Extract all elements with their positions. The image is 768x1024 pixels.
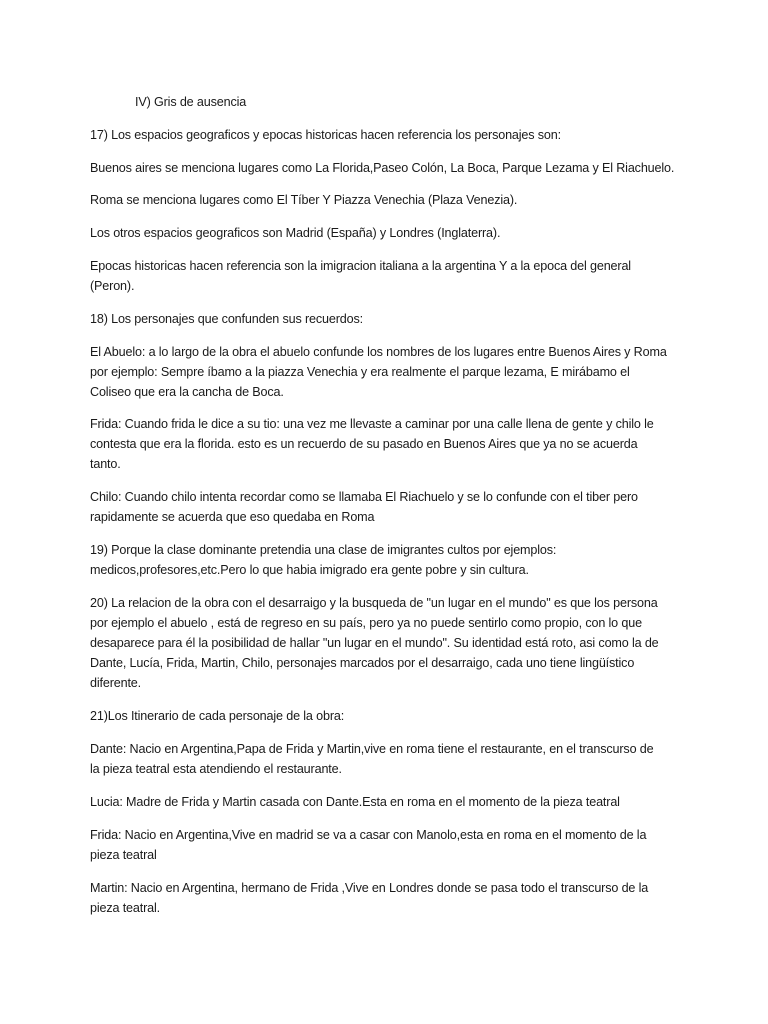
text-line: Frida: Nacio en Argentina,Vive en madrid se va a casar con Manolo,esta en roma en el momento de la [90,828,647,842]
text-line: rapidamente se acuerda que eso quedaba en Roma [90,510,375,524]
text-line: Dante: Nacio en Argentina,Papa de Frida y Martin,vive en roma tiene el restaurante, en el transcurso de [90,742,654,756]
paragraph-chilo [90,487,684,527]
text-line: tanto. [90,457,121,471]
question-18 [90,309,684,329]
text-line: Los otros espacios geograficos son Madrid (España) y Londres (Inglaterra). [90,226,501,240]
text-line: Chilo: Cuando chilo intenta recordar como se llamaba El Riachuelo y se lo confunde con el tiber pero [90,490,638,504]
paragraph-roma [90,190,684,210]
paragraph-otros-espacios [90,223,684,243]
text-line: por ejemplo el abuelo , está de regreso en su país, pero ya no puede sentirlo como propio, con lo que [90,616,642,630]
text-line: diferente. [90,676,142,690]
text-line: 21)Los Itinerario de cada personaje de la obra: [90,709,345,723]
text-line: (Peron). [90,279,135,293]
text-line: Dante, Lucía, Frida, Martin, Chilo, personajes marcados por el desarraigo, cada uno tiene lingüístico [90,656,635,670]
text-line: contesta que era la florida. esto es un recuerdo de su pasado en Buenos Aires que ya no se acuerda [90,437,638,451]
text-line: Lucia: Madre de Frida y Martin casada con Dante.Esta en roma en el momento de la pieza teatral [90,795,620,809]
paragraph-buenos-aires [90,158,684,178]
text-line: pieza teatral [90,848,157,862]
text-line: Epocas historicas hacen referencia son la imigracion italiana a la argentina Y a la epoca del general [90,259,631,273]
text-line: 17) Los espacios geograficos y epocas historicas hacen referencia los personajes son: [90,128,561,142]
paragraph-epocas [90,256,684,296]
text-line: pieza teatral. [90,901,161,915]
text-line: por ejemplo: Sempre íbamo a la piazza Venechia y era realmente el parque lezama, E mirábamo el [90,365,630,379]
paragraph-frida-itinerario [90,825,684,865]
text-line: Buenos aires se menciona lugares como La Florida,Paseo Colón, La Boca, Parque Lezama y El Riachuelo. [90,161,675,175]
question-21 [90,706,684,726]
text-line: Roma se menciona lugares como El Tíber Y Piazza Venechia (Plaza Venezia). [90,193,518,207]
question-20 [90,593,684,693]
section-title [135,92,729,112]
text-line: El Abuelo: a lo largo de la obra el abuelo confunde los nombres de los lugares entre Buenos Aires y Roma [90,345,667,359]
paragraph-abuelo [90,342,684,402]
text-line: 18) Los personajes que confunden sus recuerdos: [90,312,363,326]
text-line: la pieza teatral esta atendiendo el restaurante. [90,762,342,776]
paragraph-dante [90,739,684,779]
question-17 [90,125,684,145]
question-19 [90,540,684,580]
text-line: Coliseo que era la cancha de Boca. [90,385,284,399]
text-line: Frida: Cuando frida le dice a su tio: una vez me llevaste a caminar por una calle llena de gente y chilo le [90,417,654,431]
text-line: medicos,profesores,etc.Pero lo que habia imigrado era gente pobre y sin cultura. [90,563,529,577]
text-line: IV) Gris de ausencia [135,95,247,109]
text-line: 20) La relacion de la obra con el desarraigo y la busqueda de "un lugar en el mundo" es que los persona [90,596,658,610]
text-line: 19) Porque la clase dominante pretendia una clase de imigrantes cultos por ejemplos: [90,543,557,557]
paragraph-martin [90,878,684,918]
paragraph-frida-recuerdo [90,414,684,474]
paragraph-lucia [90,792,684,812]
text-line: Martin: Nacio en Argentina, hermano de Frida ,Vive en Londres donde se pasa todo el transcurso de la [90,881,649,895]
text-line: desaparece para él la posibilidad de hallar "un lugar en el mundo". Su identidad está roto, asi como la de [90,636,659,650]
